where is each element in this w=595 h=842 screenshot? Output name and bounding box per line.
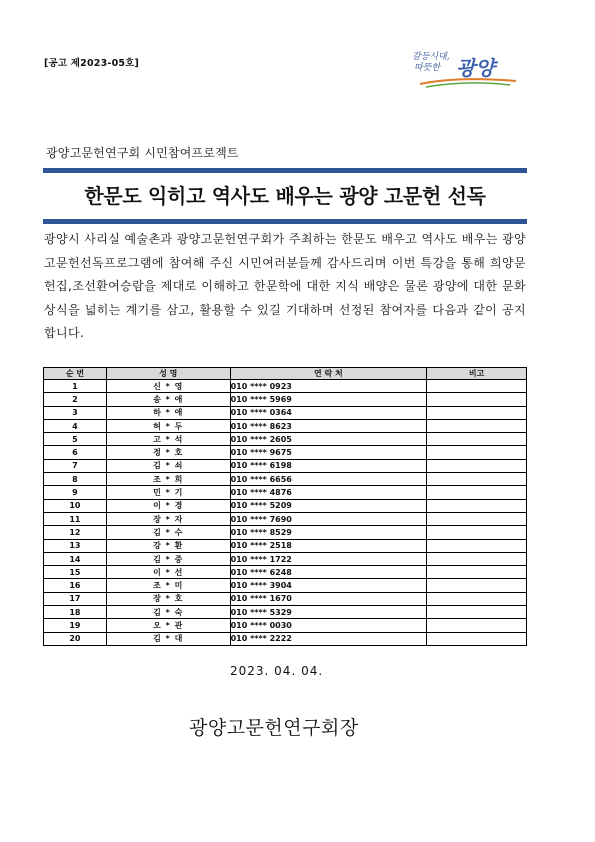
header-number: 순 번	[44, 368, 107, 380]
row-number: 6	[44, 446, 107, 459]
row-number: 10	[44, 499, 107, 512]
row-number: 15	[44, 566, 107, 579]
row-name: 오 * 관	[106, 619, 230, 632]
table-header-row	[44, 368, 527, 380]
row-name: 강 * 환	[106, 539, 230, 552]
row-name: 신 * 영	[106, 380, 230, 393]
row-contact: 010 **** 0923	[230, 380, 427, 393]
table-row	[44, 512, 527, 525]
logo-city-name: 광양	[456, 56, 495, 80]
row-number: 9	[44, 486, 107, 499]
row-name: 장 * 호	[106, 592, 230, 605]
row-contact: 010 **** 7690	[230, 512, 427, 525]
table-row	[44, 526, 527, 539]
row-contact: 010 **** 8529	[230, 526, 427, 539]
row-contact: 010 **** 2222	[230, 632, 427, 645]
row-remarks	[427, 512, 527, 525]
page-title: 한문도 익히고 역사도 배우는 광양 고문헌 선독	[84, 184, 486, 208]
row-contact: 010 **** 1722	[230, 552, 427, 565]
row-contact: 010 **** 5209	[230, 499, 427, 512]
row-number: 1	[44, 380, 107, 393]
table-row	[44, 393, 527, 406]
row-contact: 010 **** 1670	[230, 592, 427, 605]
table-row	[44, 446, 527, 459]
row-name: 허 * 두	[106, 419, 230, 432]
row-contact: 010 **** 9675	[230, 446, 427, 459]
row-remarks	[427, 526, 527, 539]
row-name: 조 * 희	[106, 473, 230, 486]
row-contact: 010 **** 8623	[230, 419, 427, 432]
row-name: 정 * 호	[106, 446, 230, 459]
row-number: 20	[44, 632, 107, 645]
row-remarks	[427, 592, 527, 605]
row-contact: 010 **** 6248	[230, 566, 427, 579]
row-contact: 010 **** 4876	[230, 486, 427, 499]
row-contact: 010 **** 5329	[230, 606, 427, 619]
row-name: 김 * 수	[106, 526, 230, 539]
project-label: 광양고문헌연구회 시민참여프로젝트	[46, 146, 239, 160]
logo-slogan-line1: 갈등시대,	[412, 52, 450, 62]
header-name: 성 명	[106, 368, 230, 380]
row-remarks	[427, 539, 527, 552]
row-number: 19	[44, 619, 107, 632]
row-number: 5	[44, 433, 107, 446]
row-number: 4	[44, 419, 107, 432]
row-contact: 010 **** 2605	[230, 433, 427, 446]
table-row	[44, 539, 527, 552]
row-contact: 010 **** 0030	[230, 619, 427, 632]
table-row	[44, 579, 527, 592]
row-remarks	[427, 499, 527, 512]
row-contact: 010 **** 0364	[230, 406, 427, 419]
row-number: 16	[44, 579, 107, 592]
row-number: 12	[44, 526, 107, 539]
row-number: 8	[44, 473, 107, 486]
signer: 광양고문헌연구회장	[189, 717, 359, 739]
row-name: 김 * 숙	[106, 606, 230, 619]
row-contact: 010 **** 3904	[230, 579, 427, 592]
row-name: 민 * 기	[106, 486, 230, 499]
participant-table	[43, 367, 527, 646]
table-row	[44, 552, 527, 565]
table-row	[44, 632, 527, 645]
row-remarks	[427, 393, 527, 406]
table-row	[44, 473, 527, 486]
table-row	[44, 433, 527, 446]
row-remarks	[427, 619, 527, 632]
row-number: 11	[44, 512, 107, 525]
row-number: 3	[44, 406, 107, 419]
row-remarks	[427, 446, 527, 459]
table-row	[44, 380, 527, 393]
row-contact: 010 **** 5969	[230, 393, 427, 406]
row-name: 김 * 중	[106, 552, 230, 565]
logo-slogan	[412, 52, 450, 74]
row-name: 하 * 애	[106, 406, 230, 419]
row-name: 김 * 대	[106, 632, 230, 645]
row-name: 김 * 쇠	[106, 459, 230, 472]
row-number: 2	[44, 393, 107, 406]
table-row	[44, 406, 527, 419]
logo-slogan-line2: 따뜻한	[414, 63, 441, 73]
row-remarks	[427, 552, 527, 565]
row-remarks	[427, 606, 527, 619]
row-contact: 010 **** 6656	[230, 473, 427, 486]
table-row	[44, 499, 527, 512]
row-number: 7	[44, 459, 107, 472]
row-remarks	[427, 419, 527, 432]
table-row	[44, 459, 527, 472]
header-remarks: 비고	[427, 368, 527, 380]
notice-date: 2023. 04. 04.	[230, 664, 324, 678]
row-remarks	[427, 579, 527, 592]
row-remarks	[427, 566, 527, 579]
row-name: 이 * 경	[106, 499, 230, 512]
row-name: 이 * 선	[106, 566, 230, 579]
row-name: 조 * 미	[106, 579, 230, 592]
table-body	[44, 380, 527, 646]
table-row	[44, 486, 527, 499]
row-contact: 010 **** 2518	[230, 539, 427, 552]
row-name: 고 * 석	[106, 433, 230, 446]
row-name: 송 * 애	[106, 393, 230, 406]
row-number: 18	[44, 606, 107, 619]
row-number: 14	[44, 552, 107, 565]
row-remarks	[427, 486, 527, 499]
row-remarks	[427, 632, 527, 645]
row-number: 17	[44, 592, 107, 605]
table-row	[44, 592, 527, 605]
row-name: 장 * 자	[106, 512, 230, 525]
city-logo	[408, 48, 526, 90]
header-contact: 연 락 처	[230, 368, 427, 380]
row-remarks	[427, 473, 527, 486]
row-number: 13	[44, 539, 107, 552]
title-band-bottom	[43, 219, 527, 224]
row-remarks	[427, 433, 527, 446]
row-remarks	[427, 459, 527, 472]
notice-body: 광양시 사리실 예술촌과 광양고문헌연구회가 주최하는 한문도 배우고 역사도 배우는 광양고문헌선독프로그램에 참여해 주신 시민여러분들께 감사드리며 이번 특강을 통해 희양문헌집,조선환여승람을 제대로 이해하고 한문학에 대한 지식 배양은 물론 광양에 대한 문화 상식을 넓히는 계기를 삼고, 활용할 수 있길 기대하며 선정된 참여자를 다음과 같이 공지합니다.	[44, 232, 526, 340]
table-row	[44, 566, 527, 579]
table-row	[44, 419, 527, 432]
row-remarks	[427, 406, 527, 419]
notice-number: [공고 제2023-05호]	[44, 58, 140, 69]
row-contact: 010 **** 6198	[230, 459, 427, 472]
row-remarks	[427, 380, 527, 393]
logo-swoosh-icon	[418, 76, 518, 88]
table-row	[44, 606, 527, 619]
table-row	[44, 619, 527, 632]
